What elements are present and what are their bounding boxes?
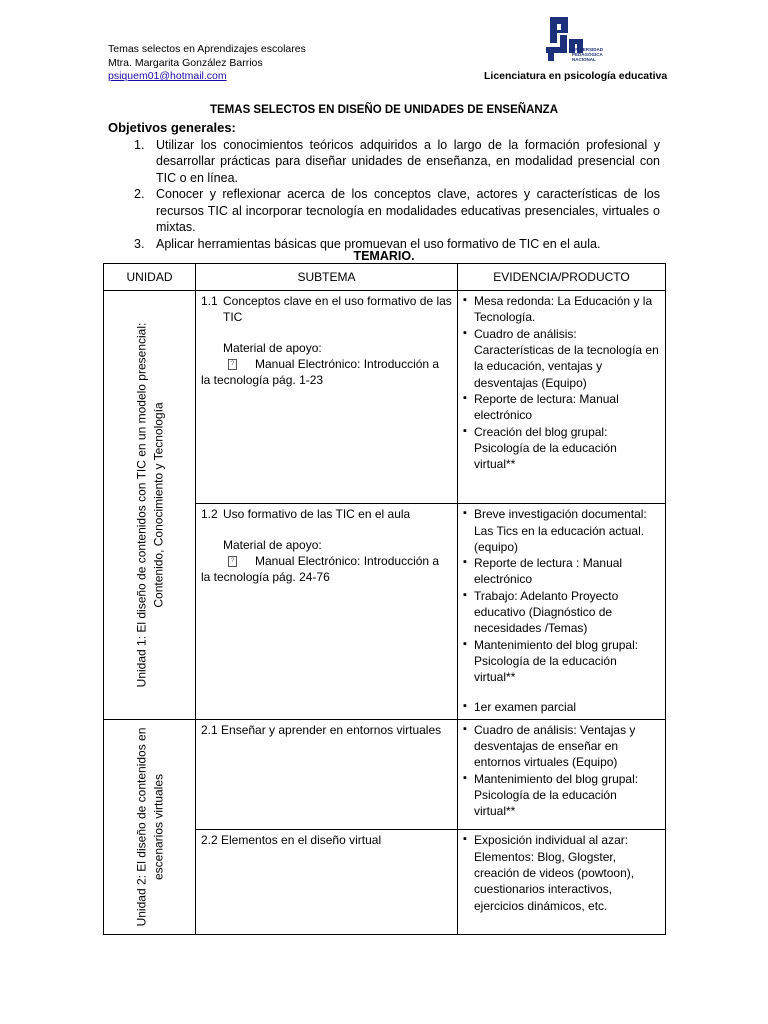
subtopic-title: Conceptos clave en el uso formativo de las TIC: [223, 294, 452, 325]
course-name: Temas selectos en Aprendizajes escolares: [108, 43, 306, 55]
evidence-list: [463, 722, 660, 820]
objectives-section: [108, 120, 660, 252]
evidence-item: ▪ 1er examen parcial: [463, 699, 660, 715]
objectives-list: [108, 137, 660, 253]
column-header: UNIDAD: [104, 264, 196, 291]
subtopic-cell: 1.1 Conceptos clave en el uso formativo de las TIC Material de apoyo: ? Manual Electrónico: Introducción a la tecnología pág. 1-23: [196, 291, 458, 504]
table-row: [104, 719, 666, 830]
document-title: TEMAS SELECTOS EN DISEÑO DE UNIDADES DE ENSEÑANZA: [209, 104, 559, 116]
manual-reference: Manual Electrónico: Introducción a: [255, 357, 440, 372]
evidence-list: [463, 293, 660, 472]
subtopic-cell: [196, 830, 458, 935]
objective-item: 2. Conocer y reflexionar acerca de los conceptos clave, actores y características de los recursos TIC al incorporar tecnología en modalidades educativas presenciales, virtuales o mixtas.: [134, 187, 660, 234]
logo-text: UNIVERSIDAD PEDAGÓGICA NACIONAL: [572, 47, 604, 62]
unit-2-cell: [104, 719, 196, 934]
column-header: EVIDENCIA/PRODUCTO: [458, 264, 666, 291]
column-header: SUBTEMA: [196, 264, 458, 291]
subtopic-title: 2.1 Enseñar y aprender en entornos virtuales: [201, 722, 442, 737]
teacher-name: Mtra. Margarita González Barrios: [108, 56, 263, 69]
evidence-cell: [458, 719, 666, 830]
evidence-item: ▪ Mantenimiento del blog grupal: Psicología de la educación virtual**: [463, 771, 660, 820]
evidence-cell: [458, 291, 666, 504]
manual-reference: Manual Electrónico: Introducción a: [255, 553, 440, 568]
table-header-row: [104, 264, 666, 291]
evidence-item: ▪ Reporte de lectura : Manual electrónico: [463, 555, 660, 588]
subtopic-cell: 1.2 Uso formativo de las TIC en el aula Material de apoyo: ? Manual Electrónico: Introducción a la tecnología pág. 24-76: [196, 504, 458, 720]
missing-glyph-icon: ?: [228, 359, 237, 370]
evidence-cell: [458, 504, 666, 720]
evidence-item: ▪ Exposición individual al azar: Elementos: Blog, Glogster, creación de videos (powtoon), cuestionarios interactivos, ejercicios dinámicos, etc.: [463, 832, 660, 913]
evidence-item: ▪ Cuadro de análisis: Características de la tecnología en la educación, ventajas y desventajas (Equipo): [463, 326, 660, 391]
evidence-item: ▪ Trabajo: Adelanto Proyecto educativo (Diagnóstico de necesidades /Temas): [463, 588, 660, 637]
evidence-item: ▪ Reporte de lectura: Manual electrónico: [463, 391, 660, 424]
evidence-item: ▪ Breve investigación documental: Las Tics en la educación actual. (equipo): [463, 506, 660, 555]
unit-1-title: Unidad 1: El diseño de contenidos con TIC en un modelo presencial:: [134, 322, 148, 688]
program-name: Licenciatura en psicología educativa: [484, 70, 668, 82]
subtopic-title: 2.2 Elementos en el diseño virtual: [201, 833, 382, 848]
support-label: Material de apoyo:: [223, 537, 322, 552]
evidence-list: [463, 832, 660, 913]
manual-pages: la tecnología pág. 1-23: [201, 373, 324, 388]
table-row: [104, 291, 666, 504]
objectives-heading: Objetivos generales:: [108, 120, 236, 135]
header-info: [108, 43, 306, 84]
evidence-cell: [458, 830, 666, 935]
syllabus-table: [103, 263, 666, 935]
evidence-item: ▪ Mesa redonda: La Educación y la Tecnología.: [463, 293, 660, 326]
objective-item: 1. Utilizar los conocimientos teóricos adquiridos a lo largo de la formación profesional y desarrollar prácticas para diseñar unidades de enseñanza, en modalidad presencial con TIC o en línea.: [134, 137, 660, 185]
support-label: Material de apoyo:: [223, 340, 322, 355]
temario-heading: TEMARIO.: [353, 249, 415, 263]
unit-1-cell: [104, 291, 196, 720]
objective-item: 3. Aplicar herramientas básicas que promuevan el uso formativo de TIC en el aula.: [134, 236, 601, 251]
evidence-item: ▪ Mantenimiento del blog grupal: Psicología de la educación virtual**: [463, 637, 660, 686]
email-link[interactable]: psiquem01@hotmail.com: [108, 70, 227, 82]
missing-glyph-icon: ?: [228, 556, 237, 567]
unit-1-subtitle: Contenido, Conocimiento y Tecnología: [150, 402, 165, 608]
unit-2-subtitle: escenarios virtuales: [150, 773, 165, 880]
evidence-item: ▪ Cuadro de análisis: Ventajas y desventajas de enseñar en entornos virtuales (Equipo): [463, 722, 660, 771]
evidence-item: ▪ Creación del blog grupal: Psicología de la educación virtual**: [463, 424, 660, 473]
subtopic-cell: [196, 719, 458, 830]
manual-pages: la tecnología pág. 24-76: [201, 570, 330, 585]
unit-2-title: Unidad 2: El diseño de contenidos en: [134, 727, 148, 927]
evidence-list: [463, 506, 660, 685]
subtopic-title: Uso formativo de las TIC en el aula: [223, 507, 411, 522]
